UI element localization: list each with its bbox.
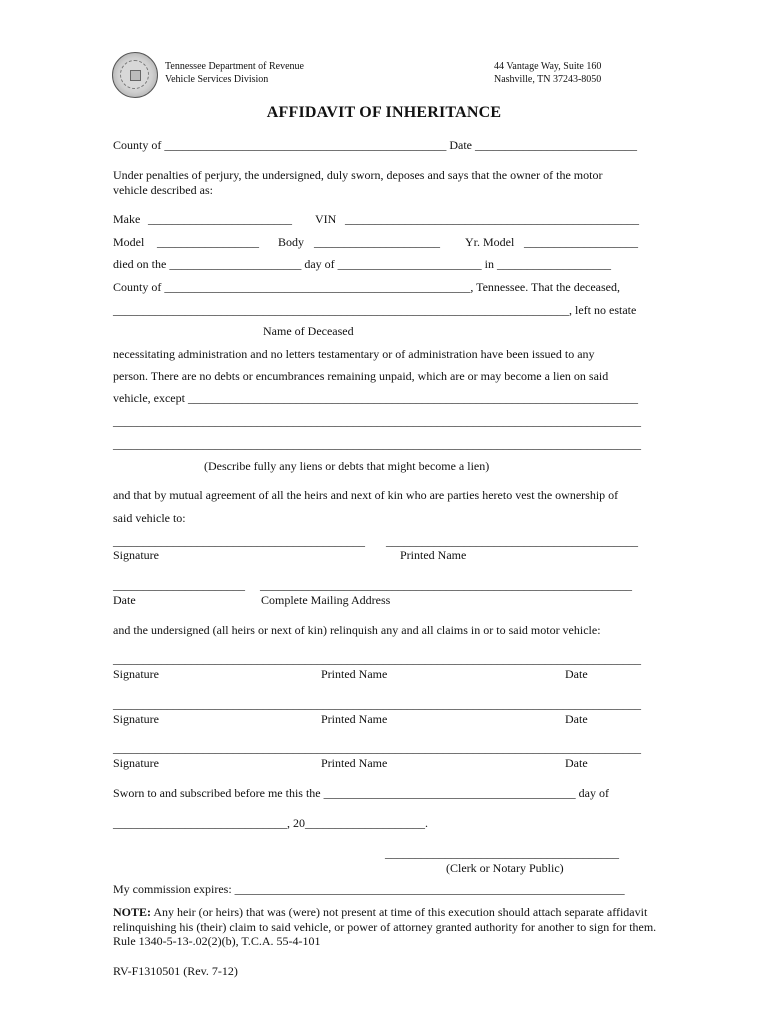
- heir-date-label: Date: [565, 756, 588, 770]
- intro-line-2: vehicle described as:: [113, 183, 213, 197]
- state-seal-icon: [112, 52, 158, 98]
- transferee-date-label: Date: [113, 593, 136, 607]
- transferee-name-label: Printed Name: [400, 548, 467, 562]
- model-field[interactable]: _________________: [157, 235, 259, 249]
- body-field[interactable]: _____________________: [314, 235, 440, 249]
- county-date-line[interactable]: County of _______________________________________________ Date ___________________________: [113, 138, 637, 152]
- transferee-date-field[interactable]: ______________________: [113, 578, 245, 592]
- form-title: AFFIDAVIT OF INHERITANCE: [266, 104, 502, 121]
- heir-signature-line[interactable]: ________________________________________________________________________________________: [113, 741, 641, 755]
- heirs-line-1: and that by mutual agreement of all the heirs and next of kin who are parties hereto vest the ownership of: [113, 488, 619, 502]
- heir-signature-label: Signature: [113, 712, 159, 726]
- heir-printed-name-label: Printed Name: [321, 667, 388, 681]
- agency-line1: Tennessee Department of Revenue: [165, 61, 304, 72]
- yr-model-label: Yr. Model: [465, 235, 515, 249]
- paragraph-line-1: necessitating administration and no letters testamentary or of administration have been issued to any: [113, 347, 595, 361]
- died-on-line[interactable]: died on the ______________________ day of ________________________ in ___________________: [113, 257, 611, 271]
- heir-date-label: Date: [565, 712, 588, 726]
- heir-signature-line[interactable]: ________________________________________________________________________________________: [113, 697, 641, 711]
- transferee-signature-field[interactable]: __________________________________________: [113, 534, 365, 548]
- except-line[interactable]: vehicle, except ___________________________________________________________________________: [113, 391, 638, 405]
- heir-printed-name-label: Printed Name: [321, 756, 388, 770]
- agency-line2: Vehicle Services Division: [165, 74, 269, 85]
- transferee-signature-label: Signature: [113, 548, 159, 562]
- make-label: Make: [113, 212, 141, 226]
- body-label: Body: [278, 235, 305, 249]
- note-paragraph: [113, 905, 658, 949]
- sworn-line[interactable]: Sworn to and subscribed before me this the __________________________________________ day of: [113, 786, 609, 800]
- address-line1: 44 Vantage Way, Suite 160: [494, 61, 602, 72]
- vin-field[interactable]: _________________________________________________: [345, 212, 639, 226]
- note-text: Any heir (or heirs) that was (were) not present at time of this execution should attach separate affidavit relinquishing his (their) claim to said vehicle, or power of attorney granted authority for another to sign for them. Rule 1340-5-13-.02(2)(b), T.C.A. 55-4-101: [113, 905, 657, 948]
- vin-label: VIN: [315, 212, 337, 226]
- lien-blank-line-1[interactable]: ________________________________________________________________________________________: [113, 414, 641, 428]
- clerk-signature-field[interactable]: _______________________________________: [385, 846, 619, 860]
- paragraph-line-2: person. There are no debts or encumbrances remaining unpaid, which are or may become a lien on said: [113, 369, 609, 383]
- transferee-address-field[interactable]: ______________________________________________________________: [260, 578, 632, 592]
- intro-line-1: Under penalties of perjury, the undersigned, duly sworn, deposes and says that the owner of the motor: [113, 168, 603, 182]
- lien-blank-line-2[interactable]: ________________________________________________________________________________________: [113, 437, 641, 451]
- transferee-name-field[interactable]: __________________________________________: [386, 534, 638, 548]
- heir-signature-line[interactable]: ________________________________________________________________________________________: [113, 652, 641, 666]
- relinquish-text: and the undersigned (all heirs or next of kin) relinquish any and all claims in or to said motor vehicle:: [113, 623, 601, 637]
- commission-expires-line[interactable]: My commission expires: _________________________________________________________________: [113, 882, 625, 896]
- model-label: Model: [113, 235, 145, 249]
- deceased-name-line[interactable]: ____________________________________________________________________________, left no estate: [113, 303, 637, 317]
- heir-date-label: Date: [565, 667, 588, 681]
- deceased-name-label: Name of Deceased: [263, 324, 354, 338]
- note-label: NOTE:: [113, 905, 152, 919]
- make-field[interactable]: ________________________: [148, 212, 292, 226]
- heir-signature-label: Signature: [113, 667, 159, 681]
- clerk-label: (Clerk or Notary Public): [446, 861, 564, 875]
- heirs-line-2: said vehicle to:: [113, 511, 186, 525]
- transferee-address-label: Complete Mailing Address: [261, 593, 391, 607]
- heir-printed-name-label: Printed Name: [321, 712, 388, 726]
- yr-model-field[interactable]: ___________________: [524, 235, 638, 249]
- describe-liens-label: (Describe fully any liens or debts that might become a lien): [204, 459, 490, 473]
- form-number: RV-F1310501 (Rev. 7-12): [113, 964, 238, 978]
- heir-signature-label: Signature: [113, 756, 159, 770]
- year-line[interactable]: _____________________________, 20____________________.: [113, 816, 428, 830]
- county-deceased-line[interactable]: County of ___________________________________________________, Tennessee. That the deceased,: [113, 280, 620, 294]
- address-line2: Nashville, TN 37243-8050: [494, 74, 602, 85]
